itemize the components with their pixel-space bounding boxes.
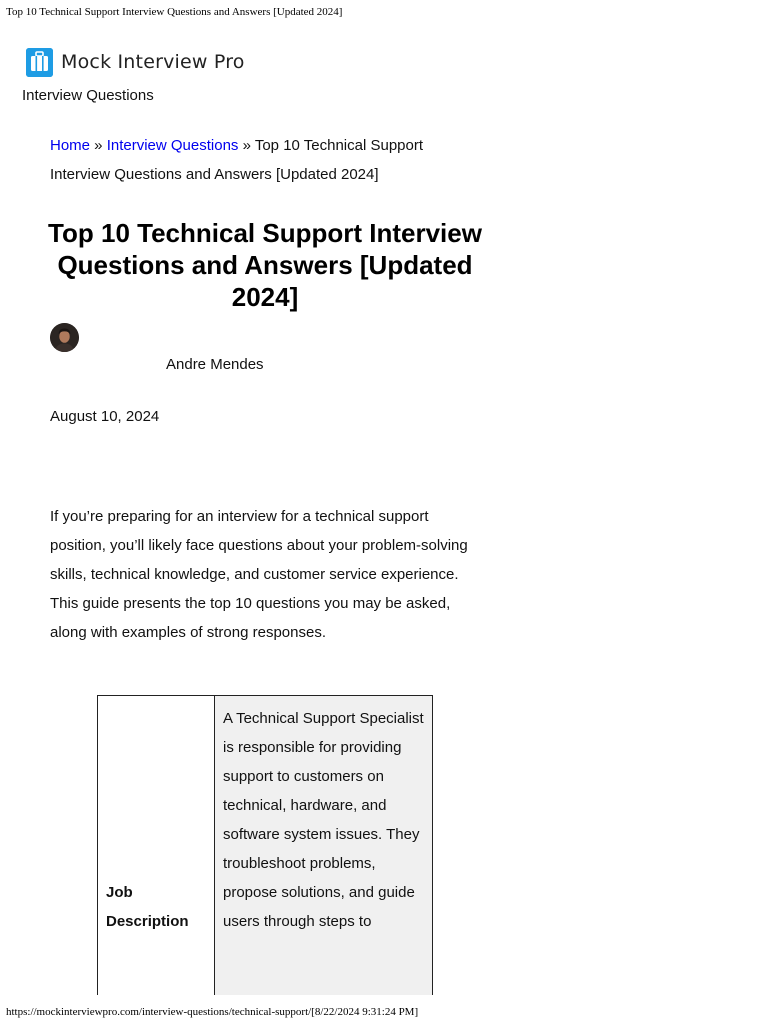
breadcrumb-category-link[interactable]: Interview Questions <box>106 137 239 154</box>
page-title: Top 10 Technical Support Interview Questions and Answers [Updated 2024] <box>48 218 482 312</box>
site-name: Mock Interview Pro <box>61 51 245 73</box>
briefcase-icon <box>26 48 53 77</box>
job-description-label: Job Description <box>106 884 189 930</box>
job-description-text: A Technical Support Specialist is responsible for providing support to customers on technical, hardware, and software system issues. They troubleshoot problems, propose solutions, and guide users through steps to <box>215 696 432 995</box>
nav-interview-questions[interactable]: Interview Questions <box>22 87 154 104</box>
breadcrumb-separator: » <box>238 137 255 154</box>
breadcrumb-home-link[interactable]: Home <box>50 137 91 154</box>
intro-paragraph: If you’re preparing for an interview for a technical support position, you’ll likely face questions about your problem-solving skills, technical knowledge, and customer service experience. This guide presents the top 10 questions you may be asked, along with examples of strong responses. <box>50 508 468 641</box>
print-header: Top 10 Technical Support Interview Questions and Answers [Updated 2024] <box>6 6 343 18</box>
job-info-table <box>97 695 433 995</box>
author-avatar[interactable] <box>50 323 79 352</box>
breadcrumb <box>50 131 470 189</box>
print-footer: https://mockinterviewpro.com/interview-questions/technical-support/[8/22/2024 9:31:24 PM] <box>6 1006 419 1018</box>
site-logo[interactable] <box>26 47 245 77</box>
breadcrumb-separator: » <box>90 137 107 154</box>
author-name[interactable]: Andre Mendes <box>166 356 264 373</box>
job-label-cell <box>98 696 215 995</box>
breadcrumb-current: Top 10 Technical Support Interview Questions and Answers [Updated 2024] <box>50 137 424 183</box>
publish-date: August 10, 2024 <box>50 408 160 425</box>
